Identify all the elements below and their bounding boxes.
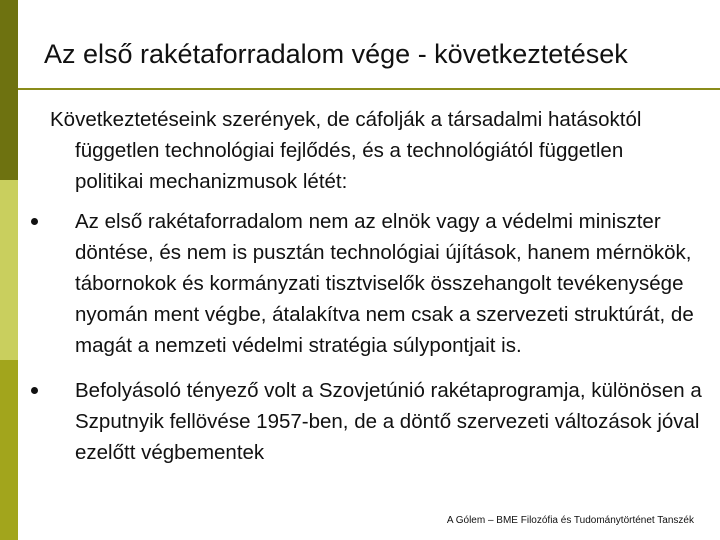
sidebar-decoration	[0, 0, 18, 540]
sidebar-band-top	[0, 0, 18, 180]
bullet-text: Befolyásoló tényező volt a Szovjetúnió rakétaprogramja, különösen a Szputnyik fellövése 1957-ben, de a döntő szervezeti változások jóval ezelőtt végbementek	[75, 379, 702, 464]
intro-paragraph: Következtetéseink szerények, de cáfolják a társadalmi hatásoktól független technológiai fejlődés, és a technológiától független politikai mechanizmusok létét:	[50, 108, 642, 193]
title-divider	[18, 88, 720, 90]
sidebar-band-middle	[0, 180, 18, 360]
slide-title: Az első rakétaforradalom vége - következtetések	[44, 39, 628, 69]
bullet-dot-icon	[31, 387, 38, 394]
bullet-text: Az első rakétaforradalom nem az elnök vagy a védelmi miniszter döntése, és nem is pusztán technológiai újítások, hanem mérnökök, tábornokok és kormányzati tisztviselők összehangolt tevékenysége nyomán ment végbe, átalakítva nem csak a szervezeti struktúrát, de magát a nemzeti védelmi stratégia súlypontjait is.	[75, 210, 694, 357]
sidebar-band-bottom	[0, 360, 18, 540]
slide-footer: A Gólem – BME Filozófia és Tudománytörténet Tanszék	[446, 515, 694, 526]
bullet-item	[30, 375, 710, 468]
bullet-dot-icon	[31, 218, 38, 225]
bullet-item	[30, 206, 710, 361]
bullet-list	[30, 206, 710, 482]
